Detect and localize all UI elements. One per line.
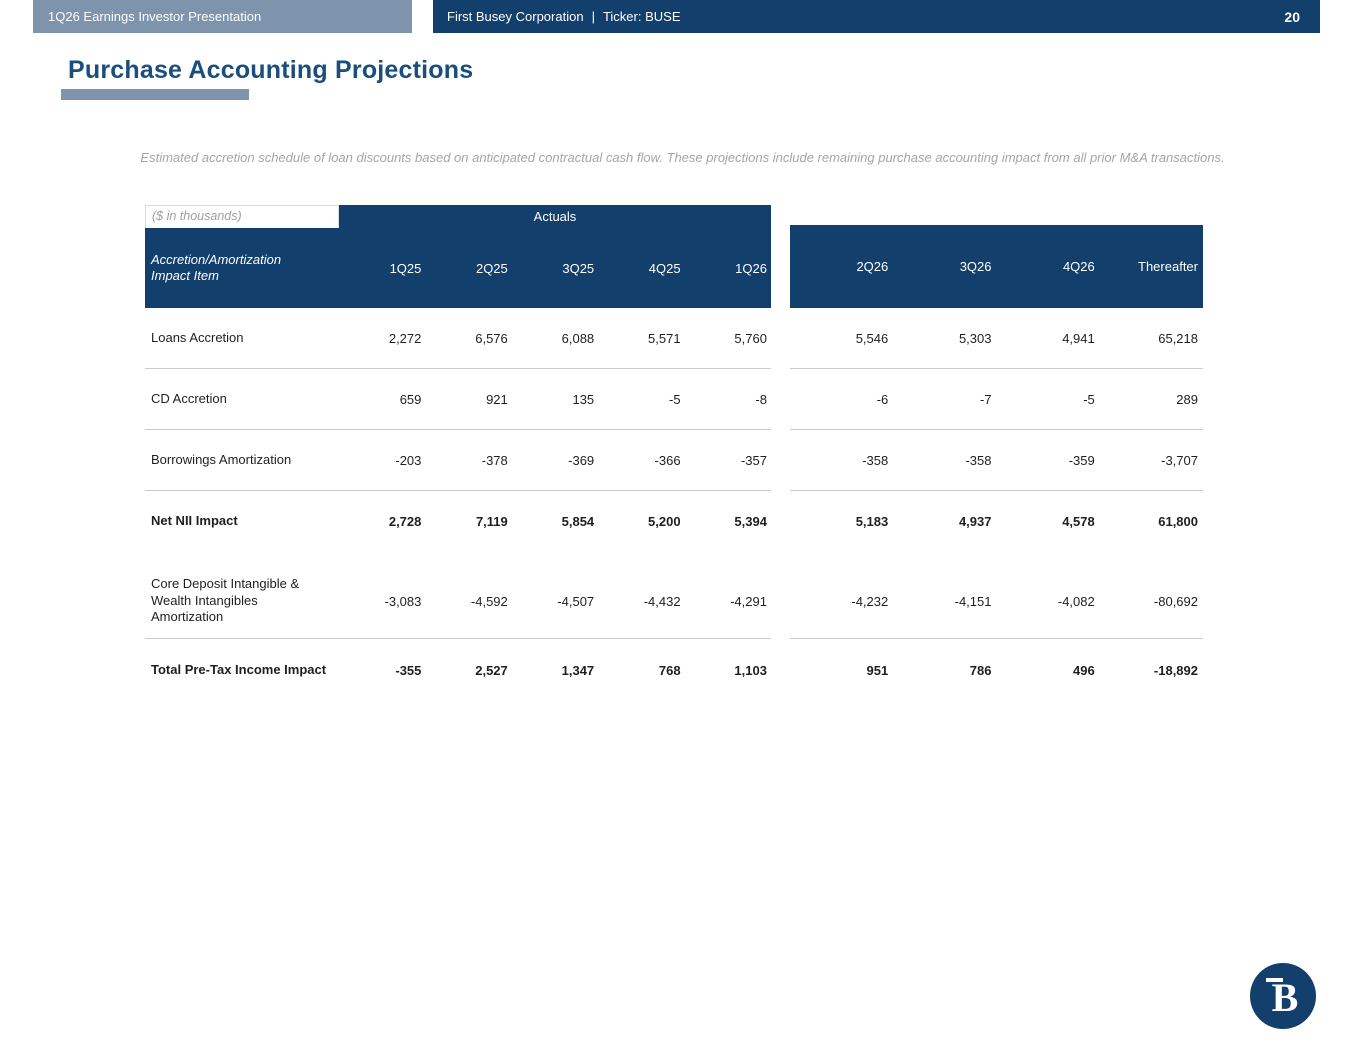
table-row: [145, 639, 1203, 701]
table-cell: -358: [965, 452, 992, 468]
table-cell: -4,291: [730, 593, 767, 609]
column-header: 4Q25: [648, 260, 681, 276]
column-header: 1Q25: [389, 260, 422, 276]
table-cell: -358: [862, 452, 889, 468]
table-cell: -6: [876, 391, 889, 407]
table-cell: -4,507: [557, 593, 595, 609]
table-cell: -8: [755, 391, 767, 407]
divider-text: |: [591, 9, 595, 24]
table-row: [145, 369, 1203, 430]
company-bar: [433, 0, 1320, 33]
table-cell: 5,854: [561, 514, 595, 529]
table-cell: -18,892: [1153, 662, 1198, 678]
page-title: Purchase Accounting Projections: [68, 56, 474, 84]
subtitle-text: Estimated accretion schedule of loan discounts based on anticipated contractual cash flow. These projections include remaining purchase accounting impact from all prior M&A transactions.: [140, 150, 1225, 165]
table-row: [145, 564, 1203, 639]
table-cell: -366: [654, 452, 681, 468]
presentation-title-bar: [33, 0, 412, 33]
table-cell: 1,347: [561, 662, 595, 678]
column-header: 3Q26: [959, 259, 992, 274]
table-cell: -378: [481, 452, 508, 468]
table-cell: -3,083: [384, 593, 422, 609]
table-cell: 5,571: [648, 330, 681, 346]
table-row: [145, 491, 1203, 552]
table-cell: 768: [658, 662, 681, 678]
table-cell: 2,527: [475, 662, 508, 678]
column-header: 2Q26: [856, 259, 889, 274]
busey-logo-icon: [1250, 963, 1316, 1029]
table-row: [145, 430, 1203, 491]
units-note: ($ in thousands): [145, 205, 339, 228]
svg-text:B: B: [1271, 975, 1299, 1020]
table-cell: 786: [969, 662, 992, 678]
column-header: Thereafter: [1138, 259, 1198, 274]
table-cell: -4,592: [470, 593, 508, 609]
table-cell: -357: [740, 452, 767, 468]
table-cell: -80,692: [1153, 593, 1198, 609]
table-cell: 7,119: [475, 514, 508, 529]
row-label: Loans Accretion: [151, 329, 244, 345]
page-number: 20: [1284, 8, 1300, 25]
top-bar: [0, 0, 1365, 33]
table-cell: 5,303: [958, 330, 992, 346]
row-label: Total Pre-Tax Income Impact: [151, 661, 327, 677]
table-cell: 65,218: [1158, 330, 1198, 346]
table-cell: 496: [1073, 662, 1095, 678]
table-cell: 921: [486, 391, 508, 407]
table-cell: -355: [395, 662, 422, 678]
table-header: [145, 205, 1203, 308]
presentation-title: 1Q26 Earnings Investor Presentation: [48, 9, 262, 24]
row-label: Core Deposit Intangible & Wealth Intangibles Amortization: [151, 575, 300, 625]
table-cell: -7: [979, 391, 992, 407]
row-label: Borrowings Amortization: [151, 451, 292, 467]
table-cell: -203: [395, 452, 422, 468]
row-header-label: Accretion/Amortization Impact Item: [151, 251, 282, 283]
table-cell: -5: [669, 391, 681, 407]
table-cell: -4,151: [954, 593, 992, 609]
table-cell: -3,707: [1161, 452, 1198, 468]
table-cell: 951: [866, 662, 889, 678]
table-cell: 5,394: [734, 514, 767, 529]
projections-header-block: [790, 225, 1203, 308]
table-row: [145, 308, 1203, 369]
ticker-label: Ticker: BUSE: [602, 9, 681, 24]
row-label: Net NII Impact: [151, 513, 238, 529]
company-name: First Busey Corporation: [447, 9, 584, 24]
table-cell: 2,728: [388, 514, 422, 529]
table-cell: 135: [572, 391, 595, 407]
title-underline-bar: [61, 89, 249, 100]
table-cell: 6,088: [561, 330, 595, 346]
table-cell: -359: [1068, 452, 1095, 468]
column-header: 3Q25: [562, 260, 595, 276]
table-cell: 5,760: [734, 330, 767, 346]
table-cell: 4,941: [1062, 330, 1095, 346]
table-cell: -369: [568, 452, 595, 468]
actuals-header-block: [145, 228, 771, 308]
row-label: CD Accretion: [151, 390, 227, 406]
table-cell: 61,800: [1158, 514, 1198, 529]
table-cell: 4,937: [958, 514, 992, 529]
table-cell: 289: [1176, 391, 1198, 407]
table-cell: -4,082: [1057, 593, 1095, 609]
table-cell: -4,432: [643, 593, 681, 609]
table-cell: 2,272: [388, 330, 422, 346]
table-cell: -4,232: [851, 593, 889, 609]
actuals-group-header: Actuals: [339, 205, 771, 228]
table-cell: 4,578: [1062, 514, 1095, 529]
table-cell: 659: [399, 391, 422, 407]
table-cell: 1,103: [734, 662, 767, 678]
column-header: 1Q26: [735, 260, 767, 276]
table-cell: 5,183: [855, 514, 889, 529]
table-cell: 5,546: [855, 330, 889, 346]
table-cell: 6,576: [475, 330, 508, 346]
table-cell: 5,200: [648, 514, 681, 529]
table-cell: -5: [1083, 391, 1095, 407]
column-header: 4Q26: [1062, 259, 1095, 274]
accretion-table: [145, 205, 1203, 701]
column-header: 2Q25: [475, 260, 508, 276]
